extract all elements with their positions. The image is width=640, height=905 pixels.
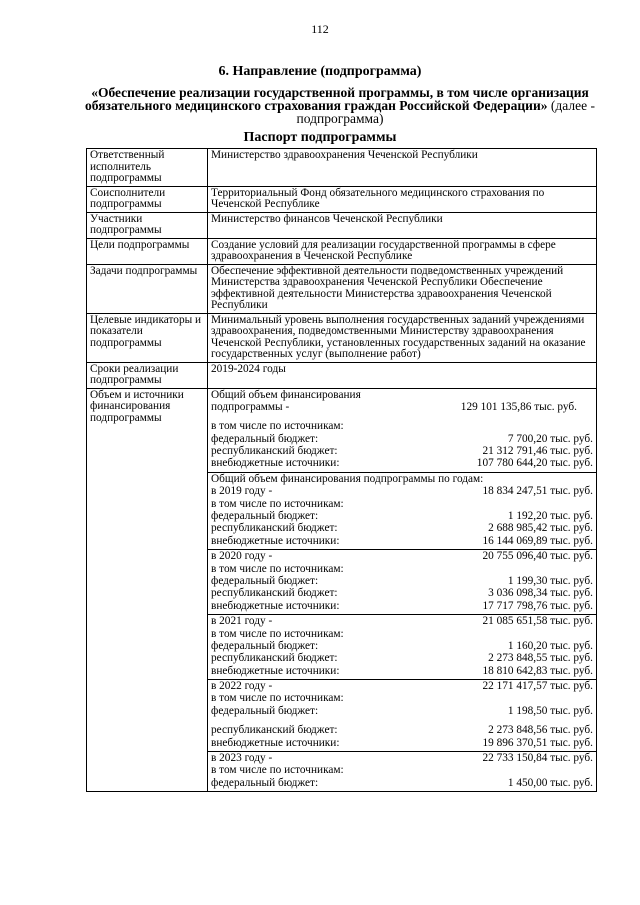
page-number: 112 [311,22,329,36]
row-value: Обеспечение эффективной деятельности подведомственных учреждений Министерства здравоохранения Чеченской Республики Обеспечение эффективной деятельности Министерства здравоохранения Чеченской Республики [208,264,597,313]
fed-value: 1 160,20 тыс. руб. [507,639,593,652]
finance-total-block [208,389,596,473]
rep-value: 2 273 848,56 тыс. руб. [488,724,593,737]
ext-value: 107 780 644,20 тыс. руб. [476,457,593,470]
rep-value: 21 312 791,46 тыс. руб. [482,445,593,458]
finance-line [211,616,593,628]
fed-value: 1 450,00 тыс. руб. [507,776,593,789]
finance-line [211,523,593,535]
finance-line [211,738,593,750]
finance-incl: в том числе по источникам: [211,420,344,433]
fed-label: федеральный бюджет: [211,639,319,652]
finance-row [87,388,597,792]
finance-line [211,666,593,678]
rep-value: 3 036 098,34 тыс. руб. [488,587,593,600]
row-label: Целевые индикаторы и показатели подпрограммы [87,313,208,362]
finance-line [211,601,593,613]
finance-cell [208,388,597,792]
year-label: в 2023 году - [211,752,273,765]
table-row [87,212,597,238]
finance-line [211,421,593,433]
row-value: 2019-2024 годы [208,362,597,388]
year-total: 20 755 096,40 тыс. руб. [482,550,593,563]
row-value: Создание условий для реализации государственной программы в сфере здравоохранения в Чеченской Республике [208,238,597,264]
section-heading: 6. Направление (подпрограмма) [218,64,422,79]
ext-label: внебюджетные источники: [211,736,340,749]
finance-total-value: 129 101 135,86 тыс. руб. [460,400,577,413]
fed-label: федеральный бюджет: [211,574,319,587]
fed-value: 1 192,20 тыс. руб. [507,510,593,523]
table-row [87,186,597,212]
rep-label: республиканский бюджет: [211,445,338,458]
finance-year-block [208,473,596,550]
row-label: Цели подпрограммы [87,238,208,264]
rep-value: 2 273 848,55 тыс. руб. [488,652,593,665]
finance-incl: в том числе по источникам: [211,764,344,777]
subprogram-title [60,86,620,125]
year-label: в 2021 году - [211,615,273,628]
row-label: Сроки реализации подпрограммы [87,362,208,388]
finance-line [211,778,593,790]
row-label: Ответственный исполнитель подпрограммы [87,149,208,187]
rep-label: республиканский бюджет: [211,724,338,737]
rep-label: республиканский бюджет: [211,587,338,600]
ext-value: 16 144 069,89 тыс. руб. [482,534,593,547]
finance-total-label-2: подпрограммы - [211,400,290,413]
ext-label: внебюджетные источники: [211,599,340,612]
row-value: Территориальный Фонд обязательного медицинского страхования по Чеченской Республике [208,186,597,212]
fed-label: федеральный бюджет: [211,704,319,717]
year-label: в 2020 году - [211,550,273,563]
fed-value: 1 198,50 тыс. руб. [507,704,593,717]
table-row [87,313,597,362]
finance-line [211,458,593,470]
finance-incl: в том числе по источникам: [211,497,344,510]
table-row [87,264,597,313]
finance-label: Объем и источники финансирования подпрограммы [87,388,208,792]
finance-line [211,706,593,718]
ext-label: внебюджетные источники: [211,534,340,547]
finance-line [211,653,593,665]
by-years-label: Общий объем финансирования подпрограммы по годам: [211,472,484,485]
finance-line [211,765,593,777]
finance-year-block [208,680,596,752]
rep-label: республиканский бюджет: [211,652,338,665]
passport-title: Паспорт подпрограммы [243,130,397,145]
table-row [87,238,597,264]
ext-value: 19 896 370,51 тыс. руб. [482,736,593,749]
finance-line [211,486,593,498]
subprogram-title-suffix: (далее - подпрограмма) [296,98,595,126]
finance-year-block [208,615,596,680]
finance-total-label: Общий объем финансирования [211,388,361,401]
finance-line [211,551,593,563]
ext-value: 17 717 798,76 тыс. руб. [482,599,593,612]
fed-label: федеральный бюджет: [211,432,319,445]
row-value: Минимальный уровень выполнения государственных заданий учреждениями здравоохранения, подведомственными Министерству здравоохранения Чеченской Республики, установленных государственных заданий на оказание государственных услуг (выполнение работ) [208,313,597,362]
rep-value: 2 688 985,42 тыс. руб. [488,522,593,535]
finance-incl: в том числе по источникам: [211,627,344,640]
fed-value: 1 199,30 тыс. руб. [507,574,593,587]
finance-line [211,725,593,737]
row-label: Задачи подпрограммы [87,264,208,313]
finance-incl: в том числе по источникам: [211,692,344,705]
table-row [87,362,597,388]
row-label: Соисполнители подпрограммы [87,186,208,212]
fed-label: федеральный бюджет: [211,776,319,789]
table-row [87,149,597,187]
finance-line [211,402,593,414]
finance-year-block [208,550,596,615]
ext-value: 18 810 642,83 тыс. руб. [482,664,593,677]
finance-line [211,536,593,548]
finance-line [211,588,593,600]
finance-incl: в том числе по источникам: [211,562,344,575]
row-label: Участники подпрограммы [87,212,208,238]
finance-year-block [208,752,596,791]
subprogram-title-bold: «Обеспечение реализации государственной программы, в том числе организация обязательного медицинского страхования граждан Российской Федерации» [85,85,589,113]
year-label: в 2019 году - [211,485,273,498]
year-total: 21 085 651,58 тыс. руб. [482,615,593,628]
rep-label: республиканский бюджет: [211,522,338,535]
passport-table [86,148,597,792]
year-total: 22 171 417,57 тыс. руб. [482,680,593,693]
row-value: Министерство здравоохранения Чеченской Республики [208,149,597,187]
ext-label: внебюджетные источники: [211,664,340,677]
year-total: 22 733 150,84 тыс. руб. [482,752,593,765]
fed-value: 7 700,20 тыс. руб. [507,432,593,445]
row-value: Министерство финансов Чеченской Республики [208,212,597,238]
fed-label: федеральный бюджет: [211,510,319,523]
year-total: 18 834 247,51 тыс. руб. [482,485,593,498]
year-label: в 2022 году - [211,680,273,693]
ext-label: внебюджетные источники: [211,457,340,470]
